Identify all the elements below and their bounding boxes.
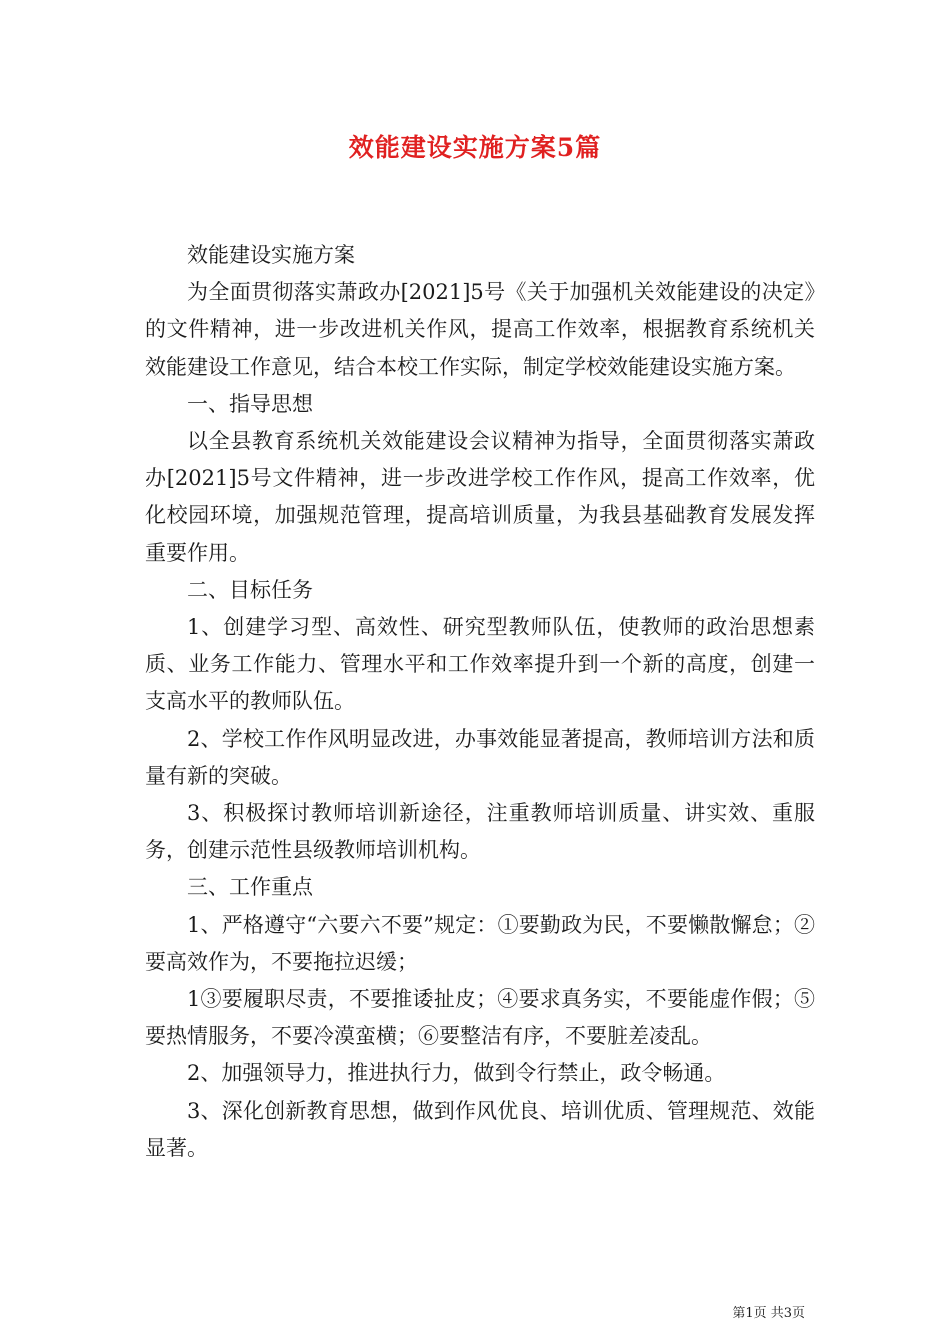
- section-heading-3: 三、工作重点: [187, 875, 313, 900]
- paragraph-goal-1: 1、创建学习型、高效性、研究型教师队伍，使教师的政治思想素质、业务工作能力、管理水平和工作效率提升到一个新的高度，创建一支高水平的教师队伍。: [145, 615, 815, 714]
- paragraph-focus-3: 3、深化创新教育思想，做到作风优良、培训优质、管理规范、效能显著。: [145, 1098, 815, 1160]
- paragraph-intro: 为全面贯彻落实萧政办[2021]5号《关于加强机关效能建设的决定》的文件精神，进一步改进机关作风，提高工作效率，根据教育系统机关效能建设工作意见，结合本校工作实际，制定学校效能建设实施方案。: [145, 280, 815, 379]
- section-heading-1: 一、指导思想: [187, 391, 313, 416]
- paragraph-subtitle: 效能建设实施方案: [187, 243, 355, 267]
- paragraph-goal-2: 2、学校工作作风明显改进，办事效能显著提高，教师培训方法和质量有新的突破。: [145, 726, 815, 788]
- paragraph-focus-1: 1、严格遵守“六要六不要”规定：①要勤政为民，不要懒散懈怠；②要高效作为，不要拖拉迟缓；: [145, 912, 815, 974]
- paragraph-focus-1-cont: 1③要履职尽责，不要推诿扯皮；④要求真务实，不要能虚作假；⑤要热情服务，不要冷漠蛮横；⑥要整洁有序，不要脏差凌乱。: [145, 987, 815, 1049]
- page-number: 第1页 共3页: [732, 1306, 805, 1321]
- paragraph-guiding: 以全县教育系统机关效能建设会议精神为指导，全面贯彻落实萧政办[2021]5号文件精神，进一步改进学校工作作风，提高工作效率，优化校园环境，加强规范管理，提高培训质量，为我县基础教育发展发挥重要作用。: [145, 429, 815, 565]
- paragraph-goal-3: 3、积极探讨教师培训新途径，注重教师培训质量、讲实效、重服务，创建示范性县级教师培训机构。: [145, 801, 815, 863]
- document-title: 效能建设实施方案5篇: [348, 133, 602, 162]
- section-heading-2: 二、目标任务: [187, 577, 313, 602]
- paragraph-focus-2: 2、加强领导力，推进执行力，做到令行禁止，政令畅通。: [187, 1061, 726, 1086]
- document-body: [145, 237, 815, 1167]
